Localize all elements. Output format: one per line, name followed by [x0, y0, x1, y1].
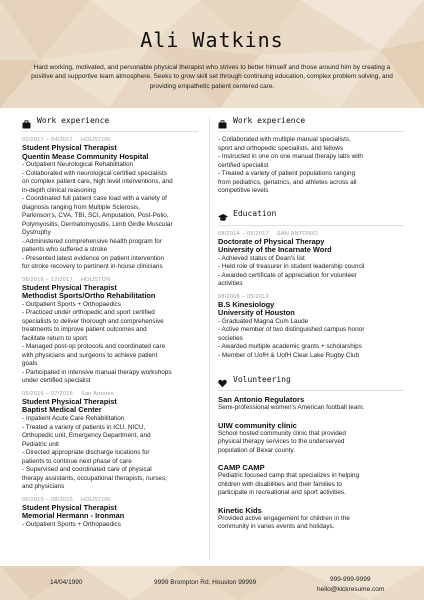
- volunteering-title: CAMP CAMP: [218, 463, 265, 473]
- description-line: population of Bexar county.: [218, 446, 295, 454]
- description-line: patients who suffered a stroke: [22, 246, 108, 254]
- description-line: - Outpatient Neurological Rehabilitation: [22, 161, 134, 169]
- volunteering-title: UIW community clinic: [218, 420, 297, 430]
- employer-name: Memorial Hermann - Ironman: [22, 511, 125, 521]
- entry-date: 08/2008 – 05/2012: [218, 293, 269, 300]
- work-continued-heading: [218, 113, 404, 127]
- description-line: Parkinson's, CVA, TBI, SCI, Amputation, Post-Polio,: [22, 212, 169, 220]
- section-rule: [218, 131, 404, 132]
- work-section-heading: [22, 113, 198, 127]
- column-divider: [209, 117, 210, 560]
- degree-name: B.S Kinesiology: [218, 299, 275, 309]
- description-line: with physicians and surgeons to achieve patient: [22, 351, 158, 359]
- description-line: patients to continue next phase of care: [22, 457, 132, 465]
- description-line: - Practiced under orthopedic and sport certified: [22, 309, 155, 317]
- volunteering-entry: [218, 506, 404, 532]
- education-section-heading: [218, 207, 404, 221]
- entry-date: 05/2016 – 07/2016: [22, 390, 73, 397]
- description-line: physical therapy services to the underserved: [218, 438, 345, 446]
- job-description: [22, 301, 198, 386]
- education-description: [218, 255, 404, 289]
- education-description: [218, 318, 404, 361]
- description-line: facilitate return to sport: [22, 334, 88, 342]
- description-line: community in varies events and holidays.: [218, 523, 335, 531]
- description-line: - Supervised and coordinated care of physical: [22, 466, 152, 474]
- job-title: Student Physical Therapist: [22, 282, 117, 292]
- description-line: specialists to deliver thorough and comprehensive: [22, 317, 164, 325]
- entry-location: HOUSTON: [80, 496, 111, 503]
- volunteering-description: [218, 515, 404, 532]
- work-entry: [22, 391, 198, 492]
- job-title: Student Physical Therapist: [22, 143, 117, 152]
- description-line: - Managed post-op protocols and coordinated care: [22, 343, 166, 351]
- section-title-volunteering: Volunteering: [233, 374, 291, 384]
- employer-name: Quentin Mease Community Hospital: [22, 151, 149, 161]
- description-line: Polymyositis, Dermatomyositis, Limb Girdle Muscular: [22, 220, 173, 228]
- description-line: - Achieved status of Dean's list: [218, 254, 305, 262]
- section-title-education: Education: [233, 209, 277, 218]
- volunteering-description: [218, 404, 404, 413]
- description-line: - Outpatient Sports + Orthopaedics: [22, 300, 121, 308]
- volunteering-title: San Antonio Regulators: [218, 395, 305, 405]
- description-line: Orthopedic unit, Emergency Department, and: [22, 432, 151, 440]
- footer-email[interactable]: hello@kickresume.com: [317, 586, 385, 593]
- description-line: - Awarded certificate of appreciation for volunteer: [218, 271, 357, 279]
- education-entries: [218, 231, 404, 361]
- section-rule: [218, 225, 404, 226]
- description-line: - Administered comprehensive health program for: [22, 237, 162, 245]
- description-line: goals: [22, 360, 38, 368]
- volunteering-entry: [218, 421, 404, 456]
- description-line: - Graduated Magna Cum Laude: [218, 317, 309, 325]
- graduation-cap-icon: [218, 209, 227, 218]
- right-column: [218, 113, 404, 532]
- description-line: - Instructed in one on one manual therapy labs with: [218, 153, 363, 160]
- description-line: societies: [218, 334, 243, 342]
- footer-birthdate: 14/04/1990: [50, 579, 83, 586]
- description-line: Pediatric focused camp that specializes in helping: [218, 472, 360, 480]
- description-line: School hosted community clinic that provided: [218, 429, 346, 437]
- footer: [0, 566, 424, 600]
- description-line: Provided active engagement for children in the: [218, 514, 350, 522]
- description-line: for stroke recovery to pertinent in-house clinicians: [22, 263, 163, 271]
- description-line: - Outpatient Sports + Orthopaedics: [22, 520, 121, 528]
- description-line: Semi-professional women's American football team.: [218, 404, 365, 412]
- description-line: - Presented latest evidence on patient intervention: [22, 254, 165, 262]
- description-line: on complex patient care, high level interventions, and: [22, 178, 173, 186]
- heart-icon: [218, 375, 227, 384]
- description-line: - Collaborated with neurological certified specialists: [22, 169, 167, 177]
- description-line: in-depth clinical reasoning: [22, 186, 96, 194]
- description-line: - Directed appropriate discharge locations for: [22, 449, 150, 457]
- degree-name: Doctorate of Physical Therapy: [218, 236, 325, 246]
- briefcase-icon: [22, 116, 31, 125]
- description-line: Dystrophy: [22, 229, 51, 237]
- description-line: - Inpatient Acute Care Rehabilitation: [22, 415, 125, 423]
- description-line: treatments to improve patient outcomes and: [22, 326, 147, 334]
- work-entries: [22, 137, 198, 529]
- job-title: Student Physical Therapist: [22, 396, 117, 406]
- work-entry: [22, 137, 198, 272]
- profile-summary: Hard working, motivated, and personable physical therapist who strives to better himself and those around him by creating a positive and supportive team atmosphere. Seeks to grow skill set through continuing education, complex problem solving, and providing empathetic patient centered care.: [31, 64, 393, 90]
- entry-date: 01/2017 – 04/2017: [22, 137, 73, 143]
- description-line: - Awarded multiple academic grants + scholarships: [218, 343, 362, 351]
- description-line: - Active member of two distinguished campus honor: [218, 326, 365, 334]
- volunteering-entries: [218, 395, 404, 532]
- job-title: Student Physical Therapist: [22, 502, 117, 512]
- description-line: - Treated a variety of patient populations ranging: [218, 170, 356, 177]
- entry-date: 06/2015 – 08/2015: [22, 496, 73, 503]
- school-name: University of Houston: [218, 308, 295, 318]
- description-line: and physicians: [22, 483, 65, 491]
- job-description: [22, 521, 198, 530]
- employer-name: Baptist Medical Center: [22, 405, 102, 415]
- person-name: Ali Watkins: [140, 28, 284, 52]
- entry-date: 08/2016 – 12/2017: [22, 276, 73, 283]
- description-line: participate in recreational and sport activities.: [218, 489, 346, 497]
- description-line: competitive levels: [218, 187, 269, 194]
- description-line: - Held role of treasurer in student leadership council: [218, 263, 365, 271]
- description-line: sport and orthopedic specialists, and fellows: [218, 144, 344, 152]
- work-continued-description: [218, 136, 404, 196]
- header-background: [0, 0, 424, 108]
- work-entry: [22, 497, 198, 530]
- description-line: children with disabilities and their families to: [218, 480, 342, 488]
- description-line: - Participated in intensive manual therapy workshops: [22, 368, 172, 376]
- education-entry: [218, 231, 404, 289]
- volunteering-title: Kinetic Kids: [218, 505, 262, 515]
- school-name: University of the Incarnate Word: [218, 245, 332, 255]
- left-column: [22, 113, 198, 529]
- job-description: [22, 415, 198, 492]
- entry-date: 08/2014 – 05/2017: [218, 230, 269, 237]
- description-line: - Collaborated with multiple manual specialists,: [218, 136, 351, 143]
- volunteering-entry: [218, 463, 404, 498]
- job-description: [22, 161, 198, 272]
- description-line: Pediatric unit: [22, 440, 59, 448]
- section-title-work-continued: Work experience: [233, 115, 306, 125]
- description-line: certified specialist: [218, 161, 269, 169]
- work-entry: [22, 277, 198, 386]
- briefcase-icon: [218, 116, 227, 125]
- entry-location: SAN ANTONIO: [276, 230, 318, 237]
- footer-phone: 999-999-9999: [330, 576, 371, 583]
- description-line: therapy assistants, occupational therapists, nurses,: [22, 474, 167, 482]
- volunteering-section-heading: [218, 372, 404, 386]
- header: [0, 0, 424, 108]
- volunteering-description: [218, 430, 404, 456]
- entry-location: HOUSTON: [80, 137, 111, 143]
- section-rule: [22, 131, 198, 132]
- volunteering-entry: [218, 395, 404, 413]
- description-line: diagnosis ranging from Multiple Sclerosis,: [22, 203, 140, 211]
- education-entry: [218, 294, 404, 361]
- description-line: under certified specialist: [22, 377, 91, 385]
- employer-name: Methodist Sports/Ortho Rehabilitation: [22, 291, 156, 301]
- description-line: - Member of UofH & UofH Clear Lake Rugby Club: [218, 351, 360, 359]
- volunteering-description: [218, 472, 404, 498]
- description-line: - Coordinated full patient case load with a variety of: [22, 195, 167, 203]
- description-line: activities: [218, 280, 243, 288]
- description-line: - Treated a variety of patients in ICU, NICU,: [22, 423, 146, 431]
- footer-address: 9999 Brompton Rd, Houston 99999: [154, 579, 257, 586]
- section-title-work: Work experience: [37, 115, 110, 125]
- section-rule: [218, 390, 404, 391]
- entry-location: San Antonio: [80, 390, 114, 397]
- entry-location: HOUSTON: [80, 276, 111, 283]
- description-line: from pediatrics, geriatrics, and athletes across all: [218, 178, 357, 186]
